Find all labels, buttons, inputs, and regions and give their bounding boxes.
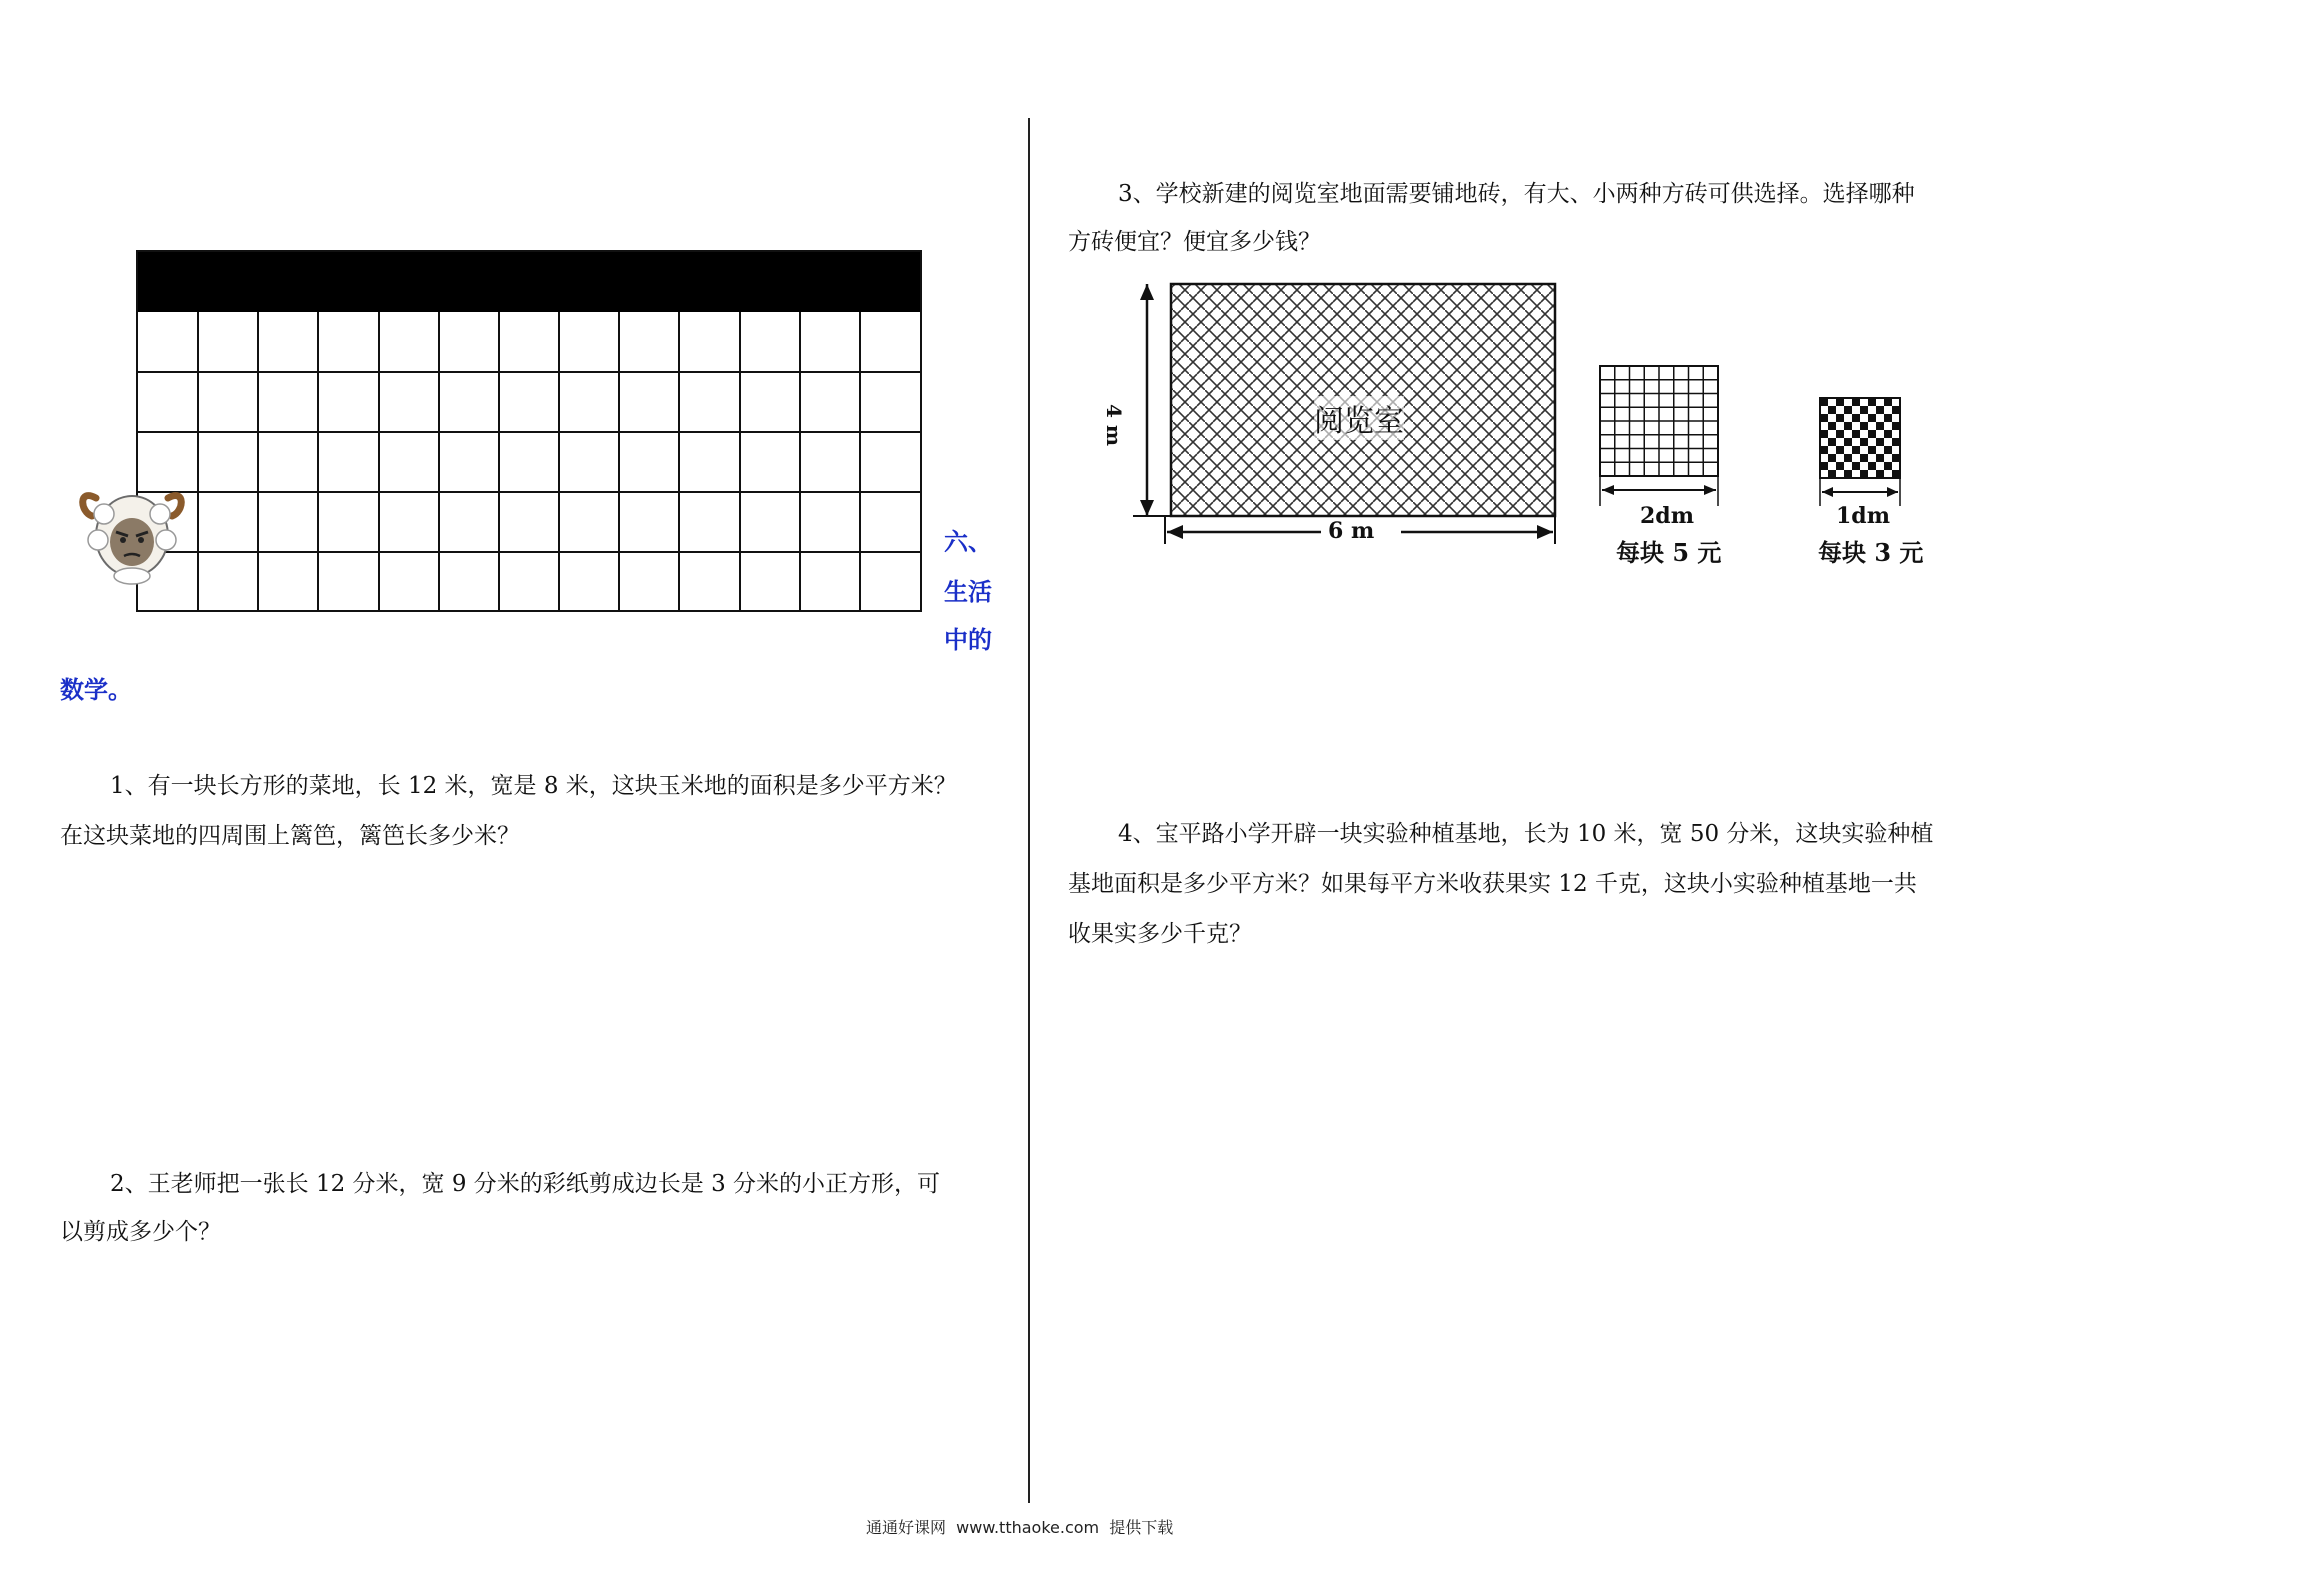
question-4-line1: 4、宝平路小学开辟一块实验种植基地，长为 10 米，宽 50 分米，这块实验种植 [1118, 821, 1934, 847]
question-4-line3: 收果实多少千克？ [1068, 921, 1252, 947]
room-label: 阅览室 [1314, 396, 1404, 440]
answer-grid-table [136, 250, 922, 612]
question-2-line2: 以剪成多少个？ [60, 1219, 221, 1245]
width-dimension-label: 6 m [1328, 518, 1375, 544]
large-tile-price-label: 每块 5 元 [1616, 538, 1722, 567]
small-tile-price-label: 每块 3 元 [1818, 538, 1924, 567]
grid-cells [138, 312, 920, 612]
column-divider [1028, 118, 1030, 1503]
small-tile-diagram [1812, 394, 1902, 514]
question-1-line1: 1、有一块长方形的菜地，长 12 米，宽是 8 米，这块玉米地的面积是多少平方米？ [110, 773, 957, 799]
footer-credit: 通通好课网 www.tthaoke.com 提供下载 [866, 1518, 1174, 1537]
question-3-line2: 方砖便宜？便宜多少钱？ [1068, 229, 1321, 255]
section-heading-line3: 中的 [944, 626, 992, 654]
goat-mascot-icon [78, 478, 186, 586]
grid-header-bar [138, 252, 920, 312]
question-1-line2: 在这块菜地的四周围上篱笆，篱笆长多少米？ [60, 823, 520, 849]
section-heading-line4: 数学。 [60, 676, 132, 704]
height-dimension-label: 4 m [1102, 404, 1126, 447]
question-3-line1: 3、学校新建的阅览室地面需要铺地砖，有大、小两种方砖可供选择。选择哪种 [1118, 181, 1915, 207]
small-tile-size-label: 1dm [1836, 503, 1890, 529]
section-heading-line2: 生活 [944, 578, 992, 606]
question-4-line2: 基地面积是多少平方米？如果每平方米收获果实 12 千克，这块小实验种植基地一共 [1068, 871, 1917, 897]
large-tile-size-label: 2dm [1640, 503, 1694, 529]
question-2-line1: 2、王老师把一张长 12 分米，宽 9 分米的彩纸剪成边长是 3 分米的小正方形，可 [110, 1171, 941, 1197]
section-heading-line1: 六、 [944, 528, 992, 556]
large-tile-diagram [1594, 362, 1724, 512]
